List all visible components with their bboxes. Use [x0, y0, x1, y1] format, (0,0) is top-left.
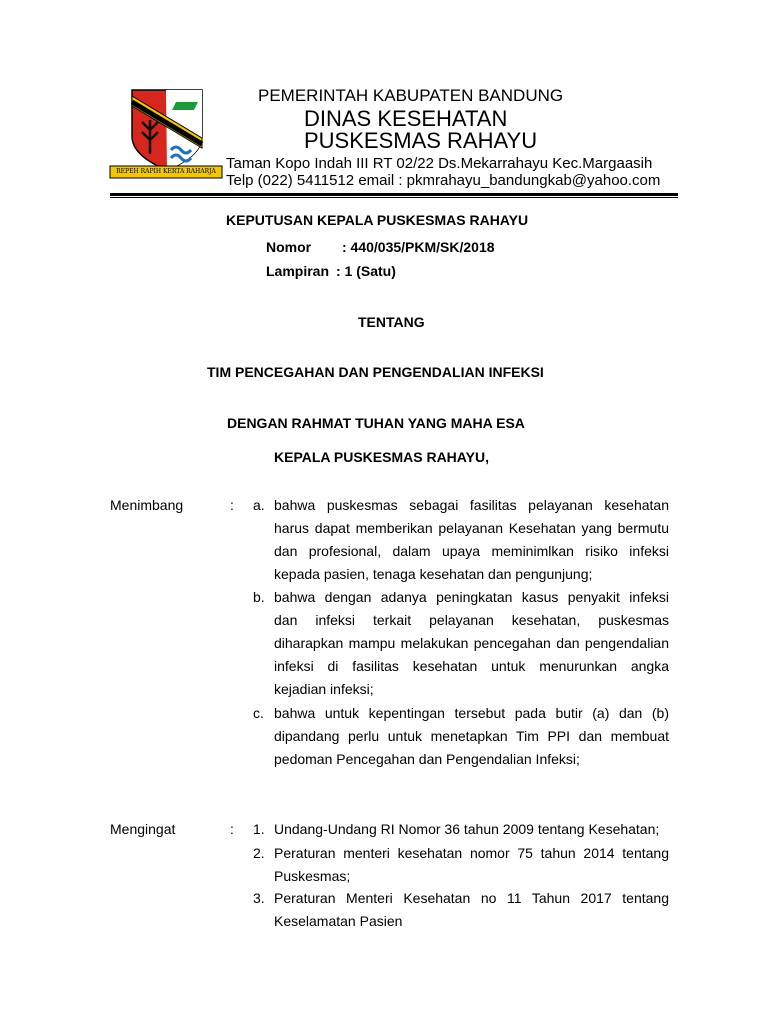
menimbang-c-line: pedoman Pencegahan dan Pengendalian Infeksi; — [274, 751, 580, 767]
contact-line: Telp (022) 5411512 email : pkmrahayu_bandungkab@yahoo.com — [226, 172, 661, 189]
mengingat-3-line: Keselamatan Pasien — [274, 913, 403, 929]
menimbang-marker-c: c. — [253, 705, 264, 721]
letterhead-divider-thick — [110, 193, 678, 196]
mengingat-marker-1: 1. — [253, 821, 265, 837]
menimbang-label: Menimbang — [110, 497, 184, 513]
address: Taman Kopo Indah III RT 02/22 Ds.Mekarrahayu Kec.Margaasih — [226, 155, 653, 172]
facility-name: PUSKESMAS RAHAYU — [304, 128, 538, 153]
decree-title: KEPUTUSAN KEPALA PUSKESMAS RAHAYU — [226, 212, 529, 228]
mengingat-2-line: Peraturan menteri kesehatan nomor 75 tahun 2014 tentang — [274, 845, 669, 861]
decree-subject: TIM PENCEGAHAN DAN PENGENDALIAN INFEKSI — [207, 364, 544, 380]
tentang-heading: TENTANG — [358, 314, 425, 330]
nomor-value: : 440/035/PKM/SK/2018 — [342, 239, 495, 255]
menimbang-b-line: dan infeksi terkait pelayanan kesehatan, puskesmas — [274, 612, 669, 628]
mengingat-marker-2: 2. — [253, 845, 265, 861]
menimbang-b-line: infeksi di fasilitas kesehatan untuk menurunkan angka — [274, 658, 669, 674]
nomor-label: Nomor — [266, 239, 312, 255]
letterhead-divider-thin — [110, 197, 678, 198]
authority: KEPALA PUSKESMAS RAHAYU, — [274, 449, 489, 465]
menimbang-a-line: harus dapat memberikan pelayanan Kesehatan yang bermutu — [274, 520, 669, 536]
menimbang-a-line: dan profesional, dalam upaya meminimlkan risiko infeksi — [274, 543, 669, 559]
emblem-motto: REPEH RAPIH KERTA RAHARJA — [116, 168, 216, 175]
menimbang-colon: : — [230, 497, 234, 513]
menimbang-b-line: kejadian infeksi; — [274, 681, 374, 697]
mengingat-marker-3: 3. — [253, 890, 265, 906]
mengingat-label: Mengingat — [110, 821, 176, 837]
menimbang-marker-a: a. — [253, 497, 265, 513]
mengingat-3-line: Peraturan Menteri Kesehatan no 11 Tahun 2017 tentang — [274, 890, 669, 906]
menimbang-c-line: dipandang perlu untuk menetapkan Tim PPI dan membuat — [274, 728, 669, 744]
lampiran-value: : 1 (Satu) — [336, 263, 396, 279]
menimbang-marker-b: b. — [253, 589, 265, 605]
government-name: PEMERINTAH KABUPATEN BANDUNG — [258, 86, 564, 105]
menimbang-a-line: kepada pasien, tenaga kesehatan dan pengunjung; — [274, 566, 593, 582]
menimbang-c-line: bahwa untuk kepentingan tersebut pada butir (a) dan (b) — [274, 705, 669, 721]
menimbang-b-line: diharapkan mampu melakukan pencegahan dan pengendalian — [274, 635, 669, 651]
lampiran-label: Lampiran — [266, 263, 330, 279]
mengingat-colon: : — [230, 821, 234, 837]
regency-emblem — [106, 86, 226, 182]
agency-name: DINAS KESEHATAN — [304, 106, 508, 131]
menimbang-b-line: bahwa dengan adanya peningkatan kasus penyakit infeksi — [274, 589, 669, 605]
mengingat-2-line: Puskesmas; — [274, 868, 351, 884]
menimbang-a-line: bahwa puskesmas sebagai fasilitas pelayanan kesehatan — [274, 497, 669, 513]
mengingat-1-line: Undang-Undang RI Nomor 36 tahun 2009 tentang Kesehatan; — [274, 821, 660, 837]
invocation: DENGAN RAHMAT TUHAN YANG MAHA ESA — [227, 415, 525, 431]
